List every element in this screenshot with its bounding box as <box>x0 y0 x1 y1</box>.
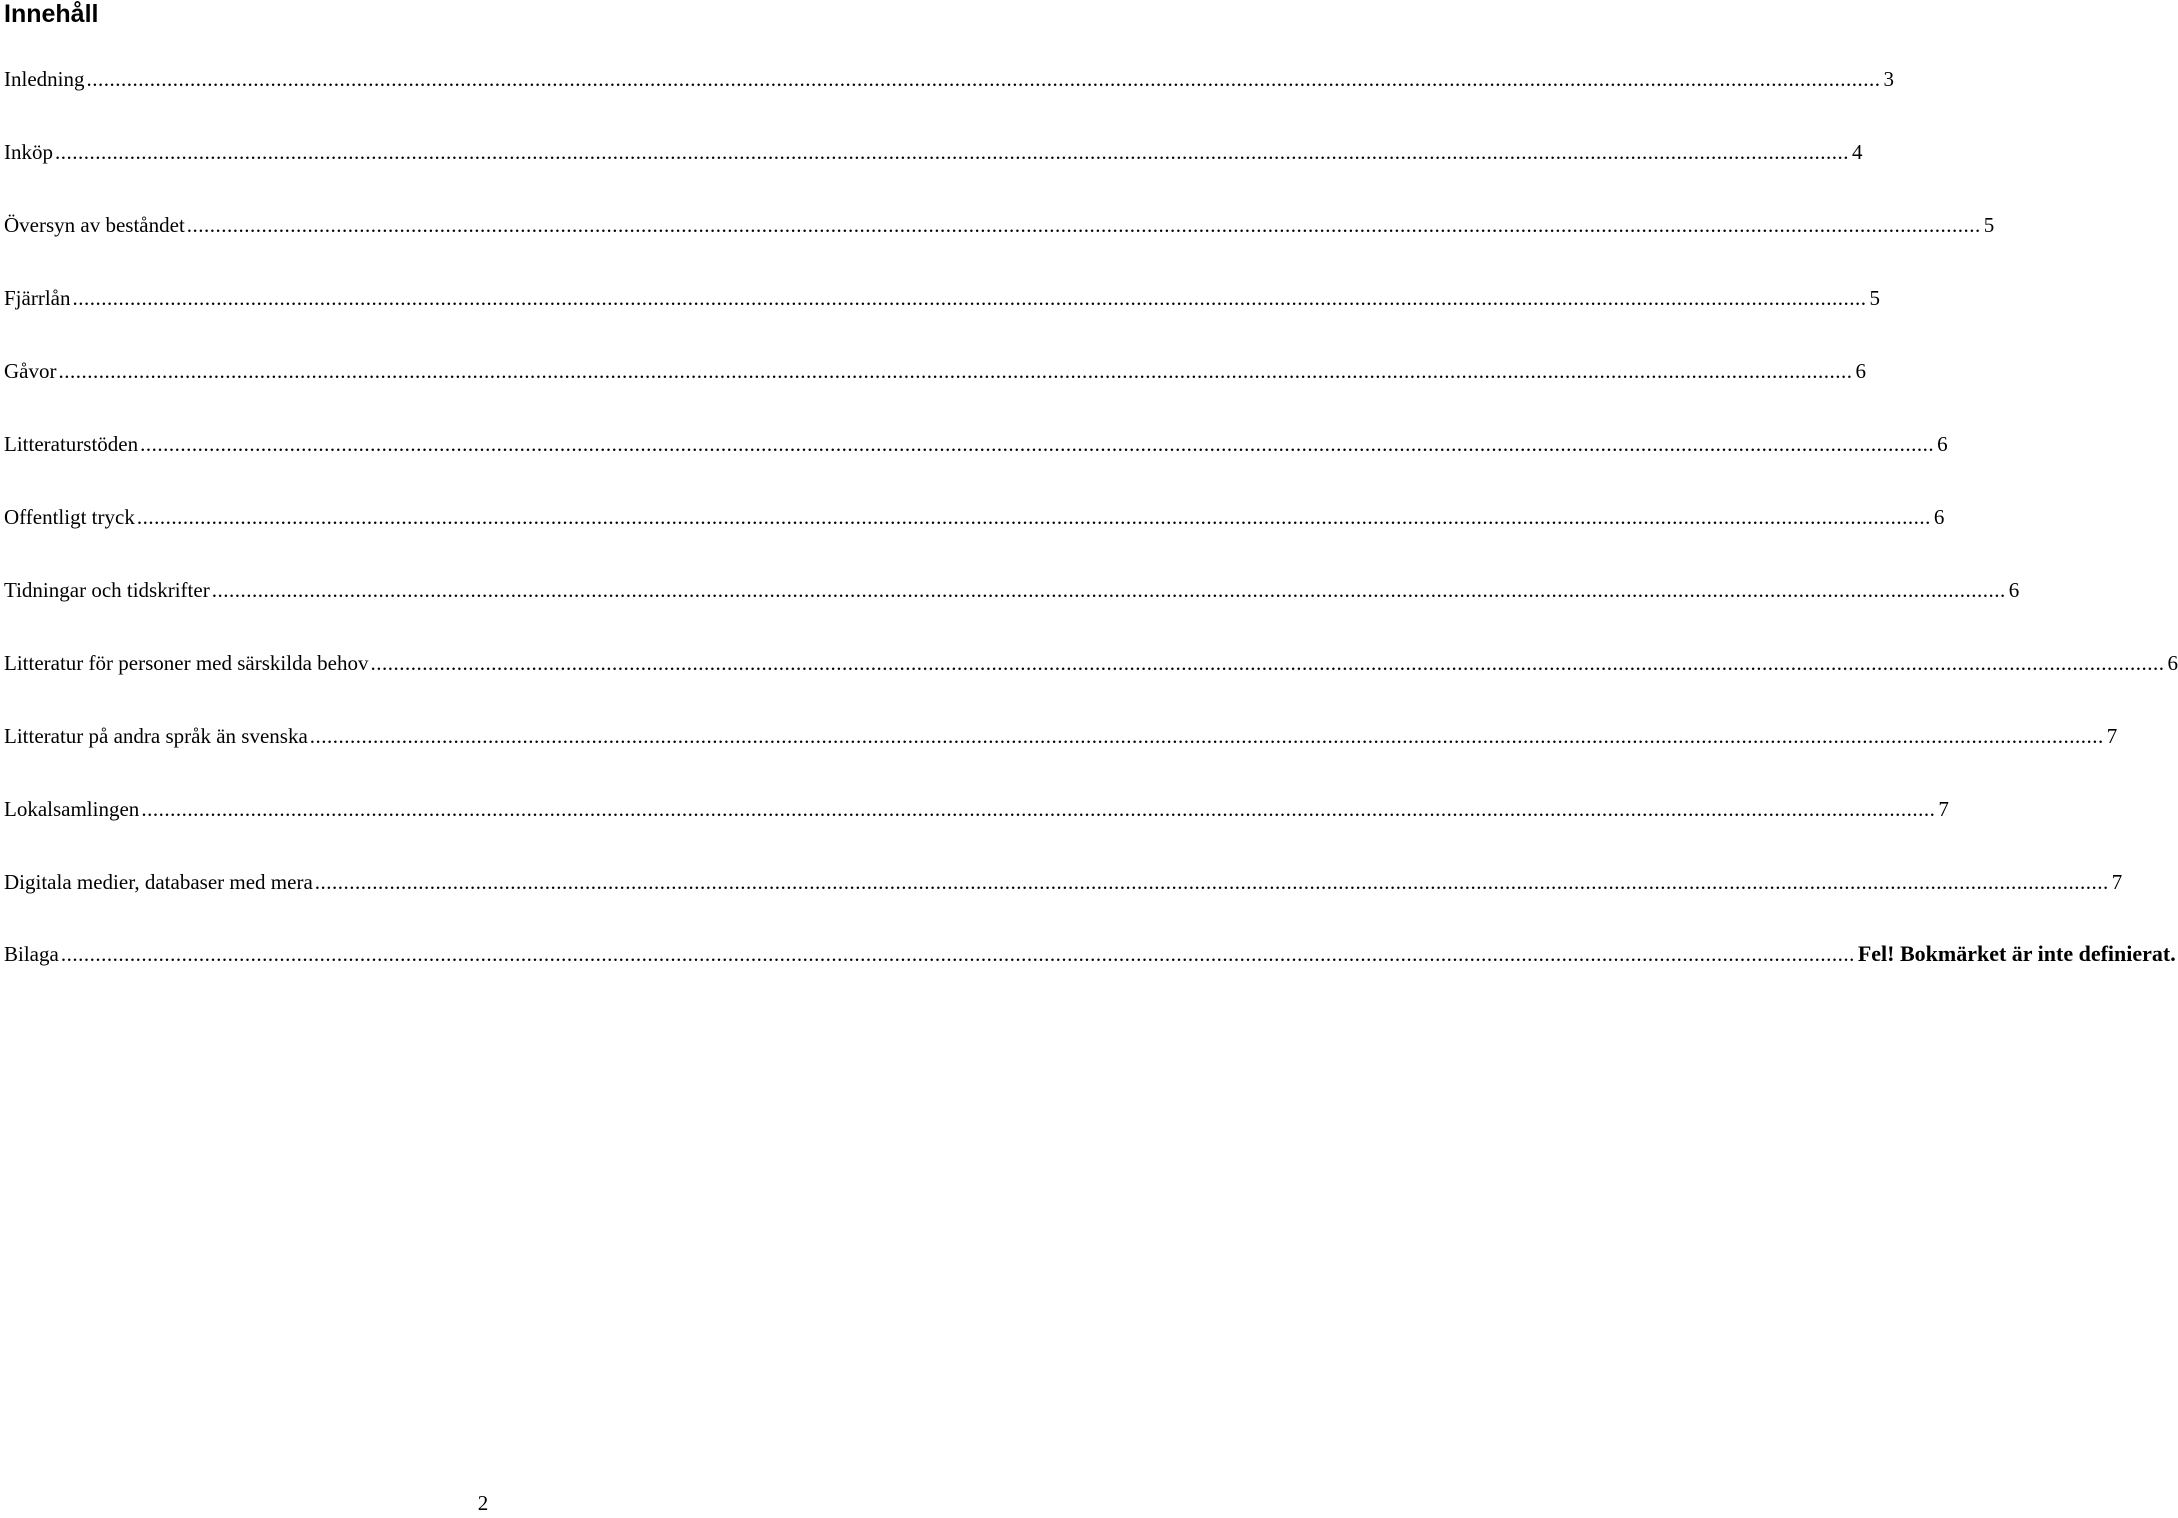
toc-entry-inledning[interactable] <box>4 64 1894 94</box>
toc-entry-digitala-medier[interactable] <box>4 867 2123 897</box>
dot-leader: ........................................................................................................................................................................................................................................................................................................................ <box>140 432 1935 456</box>
toc-entry-offentligt-tryck[interactable] <box>4 502 1945 532</box>
toc-entry-andra-sprak[interactable] <box>4 721 2118 751</box>
toc-entry-title: Bilaga <box>4 942 59 966</box>
toc-entry-lokalsamlingen[interactable] <box>4 794 1949 824</box>
toc-entry-sarskilda-behov[interactable] <box>4 648 2178 678</box>
toc-entry-gavor[interactable] <box>4 356 1866 386</box>
toc-entry-page: 6 <box>2167 651 2178 675</box>
toc-entry-page: 7 <box>2111 870 2123 894</box>
dot-leader: ........................................................................................................................................................................................................................................................................................................................ <box>141 797 1936 821</box>
toc-entry-title: Inledning <box>4 67 85 91</box>
dot-leader: ........................................................................................................................................................................................................................................................................................................................ <box>370 651 2165 675</box>
dot-leader: ........................................................................................................................................................................................................................................................................................................................ <box>136 505 1931 529</box>
toc-entry-inkop[interactable] <box>4 137 1863 167</box>
toc-entry-title: Litteratur för personer med särskilda behov <box>4 651 369 675</box>
toc-entry-title: Digitala medier, databaser med mera <box>4 870 313 894</box>
toc-entry-bilaga[interactable] <box>4 939 2176 969</box>
toc-entry-page: 6 <box>1855 359 1866 383</box>
toc-entry-title: Offentligt tryck <box>4 505 135 529</box>
page-number: 2 <box>477 1491 489 1515</box>
dot-leader: ........................................................................................................................................................................................................................................................................................................................ <box>55 140 1849 164</box>
toc-entry-page: 4 <box>1852 140 1863 164</box>
dot-leader: ........................................................................................................................................................................................................................................................................................................................ <box>309 724 2104 748</box>
dot-leader: ........................................................................................................................................................................................................................................................................................................................ <box>86 67 1881 91</box>
toc-entry-litteraturstoden[interactable] <box>4 429 1948 459</box>
toc-entry-title: Översyn av beståndet <box>4 213 185 237</box>
toc-entry-title: Litteraturstöden <box>4 432 139 456</box>
dot-leader: ........................................................................................................................................................................................................................................................................................................................ <box>211 578 2006 602</box>
toc-entry-title: Lokalsamlingen <box>4 797 140 821</box>
toc-entry-title: Gåvor <box>4 359 57 383</box>
toc-entry-page: 6 <box>1933 505 1945 529</box>
table-of-contents <box>4 0 2178 1000</box>
dot-leader: ........................................................................................................................................................................................................................................................................................................................ <box>314 870 2109 894</box>
toc-entry-page: 7 <box>2106 724 2118 748</box>
bookmark-error-text: Fel! Bokmärket är inte definierat. <box>1857 941 2176 966</box>
toc-entry-page: 3 <box>1883 67 1894 91</box>
toc-entry-oversyn[interactable] <box>4 210 1995 240</box>
toc-entry-page: 6 <box>2008 578 2020 602</box>
toc-entry-page: 7 <box>1938 797 1949 821</box>
dot-leader: ........................................................................................................................................................................................................................................................................................................................ <box>72 286 1867 310</box>
toc-entry-page: 5 <box>1869 286 1880 310</box>
dot-leader: ........................................................................................................................................................................................................................................................................................................................ <box>60 942 1855 966</box>
toc-entry-title: Tidningar och tidskrifter <box>4 578 210 602</box>
toc-entry-title: Litteratur på andra språk än svenska <box>4 724 308 748</box>
dot-leader: ........................................................................................................................................................................................................................................................................................................................ <box>186 213 1981 237</box>
toc-entry-title: Inköp <box>4 140 53 164</box>
toc-entry-page: 6 <box>1937 432 1948 456</box>
toc-entry-fjarrlan[interactable] <box>4 283 1880 313</box>
toc-entry-page: 5 <box>1983 213 1995 237</box>
toc-entry-tidningar[interactable] <box>4 575 2020 605</box>
dot-leader: ........................................................................................................................................................................................................................................................................................................................ <box>58 359 1853 383</box>
toc-entry-title: Fjärrlån <box>4 286 71 310</box>
toc-heading: Innehåll <box>4 0 99 28</box>
